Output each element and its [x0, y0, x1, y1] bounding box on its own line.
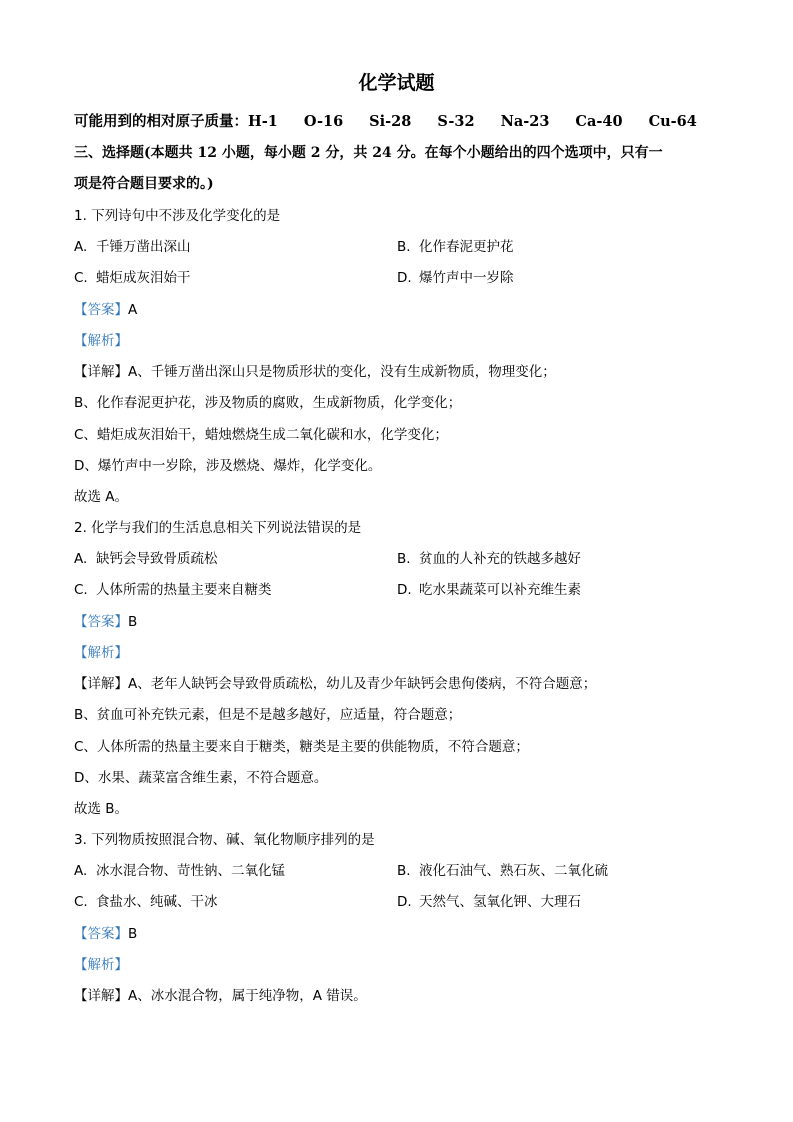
question-1-option-c — [74, 266, 191, 286]
atomic-mass-item: Si-28 — [369, 113, 412, 130]
atomic-mass-prefix: 可能用到的相对原子质量： — [74, 113, 248, 130]
question-2-option-d — [397, 578, 581, 598]
question-3-option-d — [397, 890, 581, 910]
atomic-mass-item: Na-23 — [500, 113, 550, 130]
answer-value: B — [128, 926, 138, 942]
atomic-mass-item: O-16 — [303, 113, 344, 130]
option-label: C. — [74, 270, 88, 286]
question-3-option-c — [74, 890, 218, 910]
option-text: 天然气、氢氧化钾、大理石 — [419, 894, 581, 910]
atomic-mass-item: H-1 — [248, 113, 278, 130]
answer-tag: 【答案】 — [74, 614, 128, 630]
option-text: 爆竹声中一岁除 — [419, 270, 514, 286]
option-label: D. — [397, 270, 412, 286]
option-label: C. — [74, 582, 88, 598]
question-2-option-c — [74, 578, 272, 598]
question-2-detail-line: B、贫血可补充铁元素，但是不是越多越好，应适量，符合题意； — [74, 707, 462, 723]
question-3-detail-line: 【详解】A、冰水混合物，属于纯净物，A 错误。 — [74, 988, 367, 1004]
question-2-option-a — [74, 547, 218, 567]
option-text: 冰水混合物、苛性钠、二氧化锰 — [96, 863, 285, 879]
option-text: 千锤万凿出深山 — [96, 239, 191, 255]
option-text: 化作春泥更护花 — [419, 239, 514, 255]
question-1-conclusion: 故选 A。 — [74, 489, 129, 505]
question-2-detail-line: C、人体所需的热量主要来自于糖类，糖类是主要的供能物质，不符合题意； — [74, 739, 529, 755]
section-header-line1: 三、选择题(本题共 12 小题，每小题 2 分，共 24 分。在每个小题给出的四个选项中，只有一 — [74, 145, 663, 161]
option-text: 食盐水、纯碱、干冰 — [96, 894, 218, 910]
question-2-conclusion: 故选 B。 — [74, 801, 129, 817]
answer-tag: 【答案】 — [74, 926, 128, 942]
question-1-detail-line: C、蜡炬成灰泪始干，蜡烛燃烧生成二氧化碳和水，化学变化； — [74, 427, 448, 443]
answer-tag: 【答案】 — [74, 302, 128, 318]
option-label: A. — [74, 863, 88, 879]
option-label: B. — [397, 239, 411, 255]
option-label: A. — [74, 551, 88, 567]
option-label: A. — [74, 239, 88, 255]
section-header-line2: 项是符合题目要求的。) — [74, 176, 214, 192]
option-text: 缺钙会导致骨质疏松 — [96, 551, 218, 567]
atomic-mass-item: S-32 — [437, 113, 475, 130]
option-label: B. — [397, 863, 411, 879]
option-text: 人体所需的热量主要来自糖类 — [96, 582, 272, 598]
question-2-detail-line: 【详解】A、老年人缺钙会导致骨质疏松，幼儿及青少年缺钙会患佝偻病，不符合题意； — [74, 676, 597, 692]
question-1-detail-line: B、化作春泥更护花，涉及物质的腐败，生成新物质，化学变化； — [74, 395, 462, 411]
atomic-mass-item: Ca-40 — [575, 113, 623, 130]
option-label: D. — [397, 582, 412, 598]
option-text: 蜡炬成灰泪始干 — [96, 270, 191, 286]
question-3-stem: 3. 下列物质按照混合物、碱、氧化物顺序排列的是 — [74, 832, 375, 848]
option-text: 液化石油气、熟石灰、二氧化硫 — [419, 863, 608, 879]
question-1-option-d — [397, 266, 514, 286]
question-2-detail-line: D、水果、蔬菜富含维生素，不符合题意。 — [74, 770, 328, 786]
option-label: B. — [397, 551, 411, 567]
question-3-answer — [74, 922, 137, 942]
question-1-option-b — [397, 235, 514, 255]
question-2-option-b — [397, 547, 581, 567]
page-title: 化学试题 — [358, 72, 435, 94]
question-1-option-a — [74, 235, 191, 255]
option-text: 贫血的人补充的铁越多越好 — [419, 551, 581, 567]
option-label: C. — [74, 894, 88, 910]
answer-value: B — [128, 614, 138, 630]
atomic-mass-line — [74, 110, 697, 131]
question-2-analysis-tag: 【解析】 — [74, 645, 128, 661]
option-label: D. — [397, 894, 412, 910]
question-1-analysis-tag: 【解析】 — [74, 333, 128, 349]
answer-value: A — [128, 302, 138, 318]
question-3-analysis-tag: 【解析】 — [74, 957, 128, 973]
question-3-option-a — [74, 859, 285, 879]
option-text: 吃水果蔬菜可以补充维生素 — [419, 582, 581, 598]
question-3-option-b — [397, 859, 608, 879]
question-1-stem: 1. 下列诗句中不涉及化学变化的是 — [74, 208, 281, 224]
question-2-answer — [74, 610, 137, 630]
question-1-detail-line: 【详解】A、千锤万凿出深山只是物质形状的变化，没有生成新物质，物理变化； — [74, 364, 556, 380]
question-1-detail-line: D、爆竹声中一岁除，涉及燃烧、爆炸，化学变化。 — [74, 458, 382, 474]
question-1-answer — [74, 298, 137, 318]
atomic-mass-item: Cu-64 — [648, 113, 697, 130]
question-2-stem: 2. 化学与我们的生活息息相关下列说法错误的是 — [74, 520, 362, 536]
